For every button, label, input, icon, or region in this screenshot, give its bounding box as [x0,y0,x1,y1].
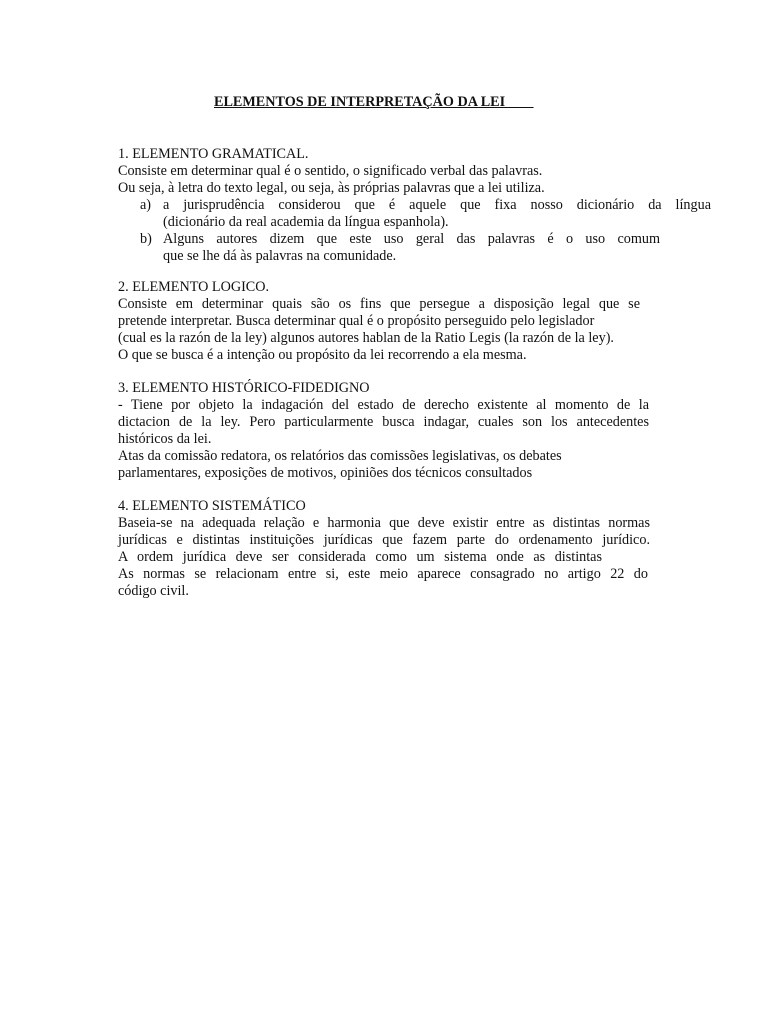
section-3-line-5: parlamentares, exposições de motivos, opiniões dos técnicos consultados [118,465,533,481]
section-1-item-b-line-2: que se lhe dá às palavras na comunidade. [163,248,397,264]
section-4-heading: 4. ELEMENTO SISTEMÁTICO [118,498,306,514]
section-1-item-a-line-1: a jurisprudência considerou que é aquele que fixa nosso dicionário da língua [163,197,711,213]
section-1-line-2: Ou seja, à letra do texto legal, ou seja, às próprias palavras que a lei utiliza. [118,180,545,196]
section-1-item-a-line-2: (dicionário da real academia da língua espanhola). [163,214,449,230]
section-3-line-4: Atas da comissão redatora, os relatórios das comissões legislativas, os debates [118,448,562,464]
section-1-line-1: Consiste em determinar qual é o sentido, o significado verbal das palavras. [118,163,543,179]
section-3-line-2: dictacion de la ley. Pero particularmente busca indagar, cuales son los antecedentes [118,414,649,430]
section-1-item-b-line-1: Alguns autores dizem que este uso geral das palavras é o uso comum [163,231,660,247]
list-marker-b: b) [140,231,152,247]
section-4-line-5: código civil. [118,583,189,599]
section-1-heading: 1. ELEMENTO GRAMATICAL. [118,146,309,162]
list-marker-a: a) [140,197,152,213]
section-4-line-1: Baseia-se na adequada relação e harmonia que deve existir entre as distintas normas [118,515,650,531]
section-2-heading: 2. ELEMENTO LOGICO. [118,279,270,295]
section-2-line-4: O que se busca é a intenção ou propósito da lei recorrendo a ela mesma. [118,347,527,363]
section-2-line-1: Consiste em determinar quais são os fins que persegue a disposição legal que se [118,296,640,312]
section-3-heading: 3. ELEMENTO HISTÓRICO-FIDEDIGNO [118,380,370,396]
section-2-line-3: (cual es la razón de la ley) algunos autores hablan de la Ratio Legis (la razón de la ley). [118,330,614,346]
section-4-line-2: jurídicas e distintas instituições jurídicas que fazem parte do ordenamento jurídico. [118,532,650,548]
section-3-line-1: - Tiene por objeto la indagación del estado de derecho existente al momento de la [118,397,649,413]
section-4-line-3: A ordem jurídica deve ser considerada como um sistema onde as distintas [118,549,602,565]
section-4-line-4: As normas se relacionam entre si, este meio aparece consagrado no artigo 22 do [118,566,648,582]
document-title: ELEMENTOS DE INTERPRETAÇÃO DA LEI [214,94,534,110]
section-2-line-2: pretende interpretar. Busca determinar qual é o propósito perseguido pelo legislador [118,313,595,329]
section-3-line-3: históricos da lei. [118,431,212,447]
